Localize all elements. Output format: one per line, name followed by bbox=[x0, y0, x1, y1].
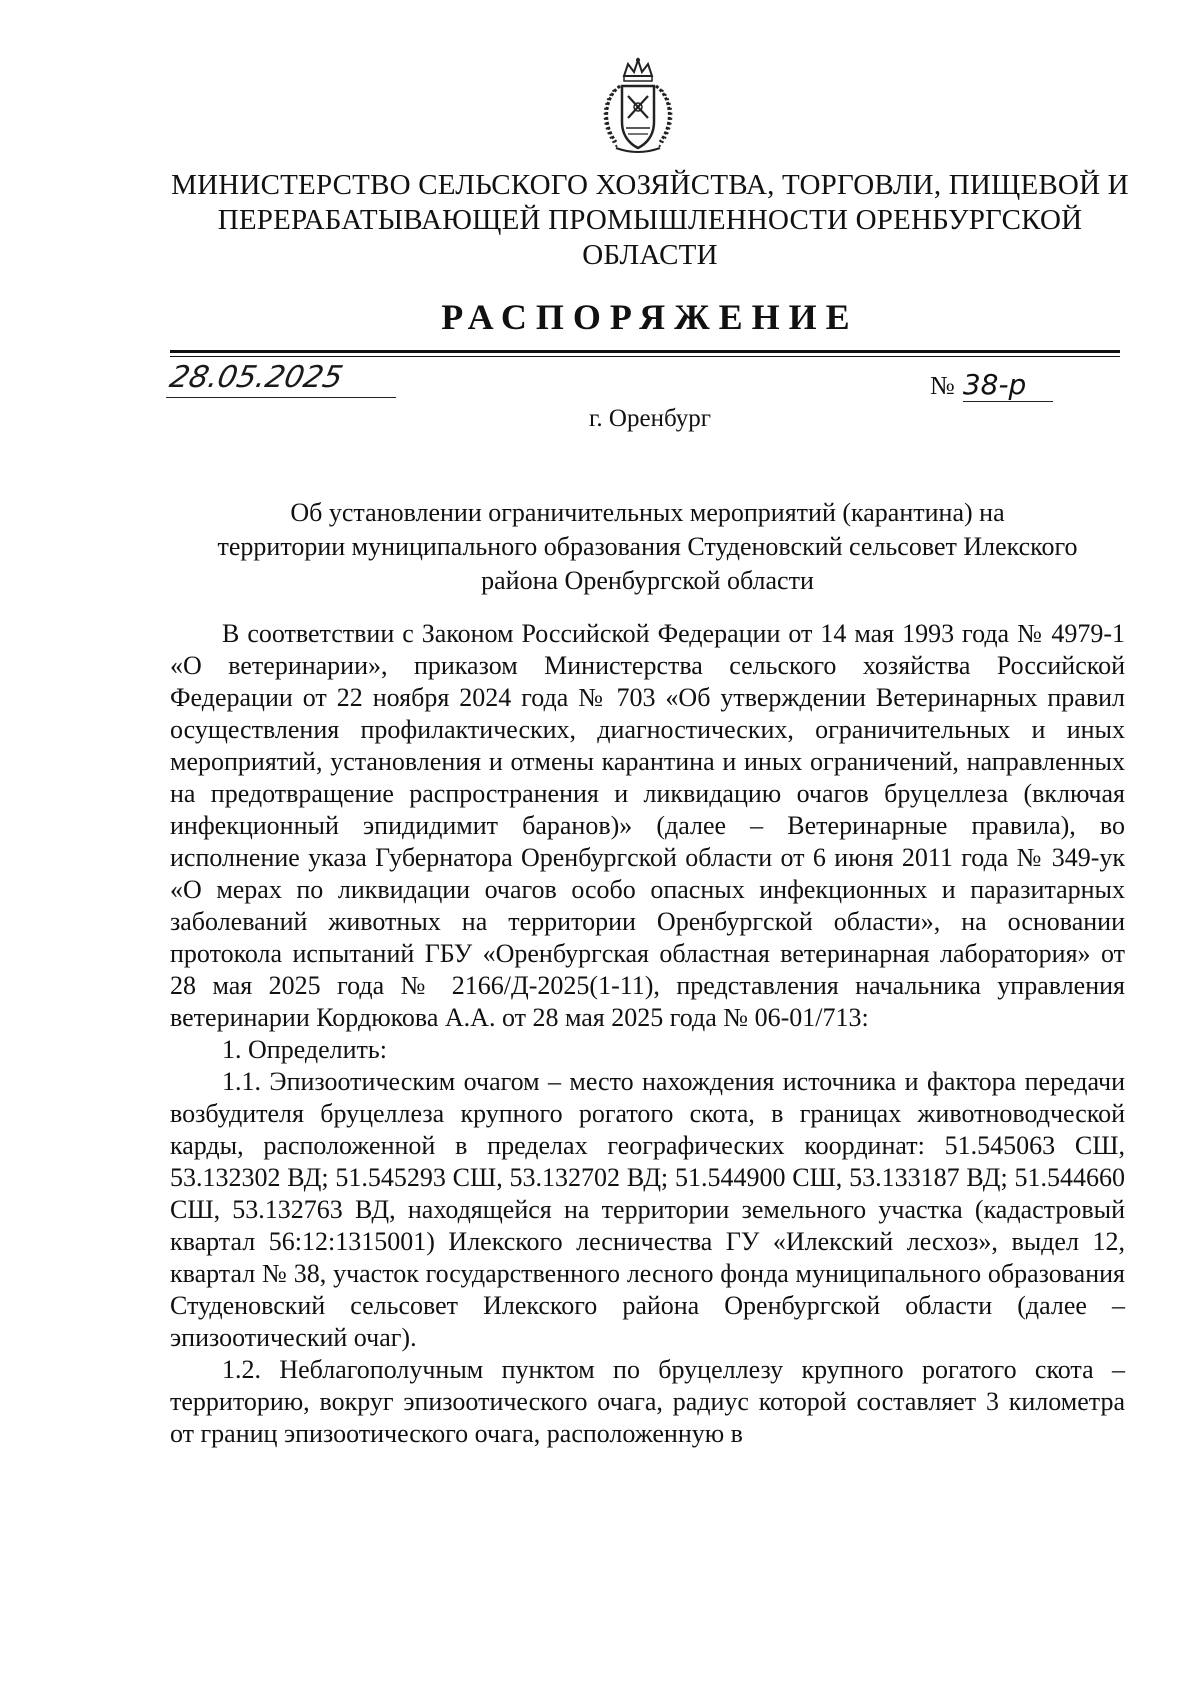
ministry-line: ПЕРЕРАБАТЫВАЮЩЕЙ ПРОМЫШЛЕННОСТИ ОРЕНБУРГСКОЙ bbox=[217, 204, 1083, 236]
ministry-line: МИНИСТЕРСТВО СЕЛЬСКОГО ХОЗЯЙСТВА, ТОРГОВЛИ, ПИЩЕВОЙ И bbox=[171, 169, 1129, 201]
handwritten-date: 28.05.2025 bbox=[166, 360, 404, 398]
title-line: территории муниципального образования Студеновский сельсовет Илекского bbox=[217, 532, 1078, 561]
document-body bbox=[170, 618, 1125, 1450]
ministry-name bbox=[170, 168, 1130, 273]
paragraph-item-1: 1. Определить: bbox=[222, 1035, 387, 1064]
paragraph-preamble: В соответствии с Законом Российской Федерации от 14 мая 1993 года № 4979-1 «О ветеринарии», приказом Министерства сельского хозяйства Российской Федерации от 22 ноября 2024 года № 703 «Об утверждении Ветеринарных правил осуществления профилактических, диагностических, ограничительных и иных мероприятий, установления и отмены карантина и иных ограничений, направленных на предотвращение распространения и ликвидацию очагов бруцеллеза (включая инфекционный эпидидимит баранов)» (далее – Ветеринарные правила), во исполнение указа Губернатора Оренбургской области от 6 июня 2011 года № 349-ук «О мерах по ликвидации очагов особо опасных инфекционных и паразитарных заболеваний животных на территории Оренбургской области», на основании протокола испытаний ГБУ «Оренбургская областная ветеринарная лаборатория» от 28 мая 2025 года № 2166/Д-2025(1-11), представления начальника управления ветеринарии Кордюкова А.А. от 28 мая 2025 года № 06-01/713: bbox=[170, 619, 1125, 1032]
header-divider-thin bbox=[170, 356, 1120, 357]
handwritten-number: 38-р bbox=[963, 368, 1053, 402]
number-label: № bbox=[930, 371, 955, 400]
title-line: района Оренбургской области bbox=[481, 566, 814, 595]
paragraph-item-1-2: 1.2. Неблагополучным пунктом по бруцеллезу крупного рогатого скота – территорию, вокруг эпизоотического очага, радиус которой составляет 3 километра от границ эпизоотического очага, расположенную в bbox=[170, 1355, 1125, 1448]
coat-of-arms-icon bbox=[590, 56, 686, 156]
title-line: Об установлении ограничительных мероприятий (карантина) на bbox=[290, 498, 1005, 527]
document-title bbox=[170, 496, 1125, 598]
ministry-line: ОБЛАСТИ bbox=[582, 239, 718, 271]
paragraph-item-1-1: 1.1. Эпизоотическим очагом – место нахождения источника и фактора передачи возбудителя бруцеллеза крупного рогатого скота, в границах животноводческой карды, расположенной в пределах географических координат: 51.545063 СШ, 53.132302 ВД; 51.545293 СШ, 53.132702 ВД; 51.544900 СШ, 53.133187 ВД; 51.544660 СШ, 53.132763 ВД, находящейся на территории земельного участка (кадастровый квартал 56:12:1315001) Илекского лесничества ГУ «Илекский лесхоз», выдел 12, квартал № 38, участок государственного лесного фонда муниципального образования Студеновский сельсовет Илекского района Оренбургской области (далее – эпизоотический очаг). bbox=[170, 1067, 1125, 1352]
document-number bbox=[930, 368, 1053, 402]
header-divider-thick bbox=[170, 350, 1120, 353]
city: г. Оренбург bbox=[589, 405, 711, 432]
document-type-heading: РАСПОРЯЖЕНИЕ bbox=[441, 297, 859, 337]
